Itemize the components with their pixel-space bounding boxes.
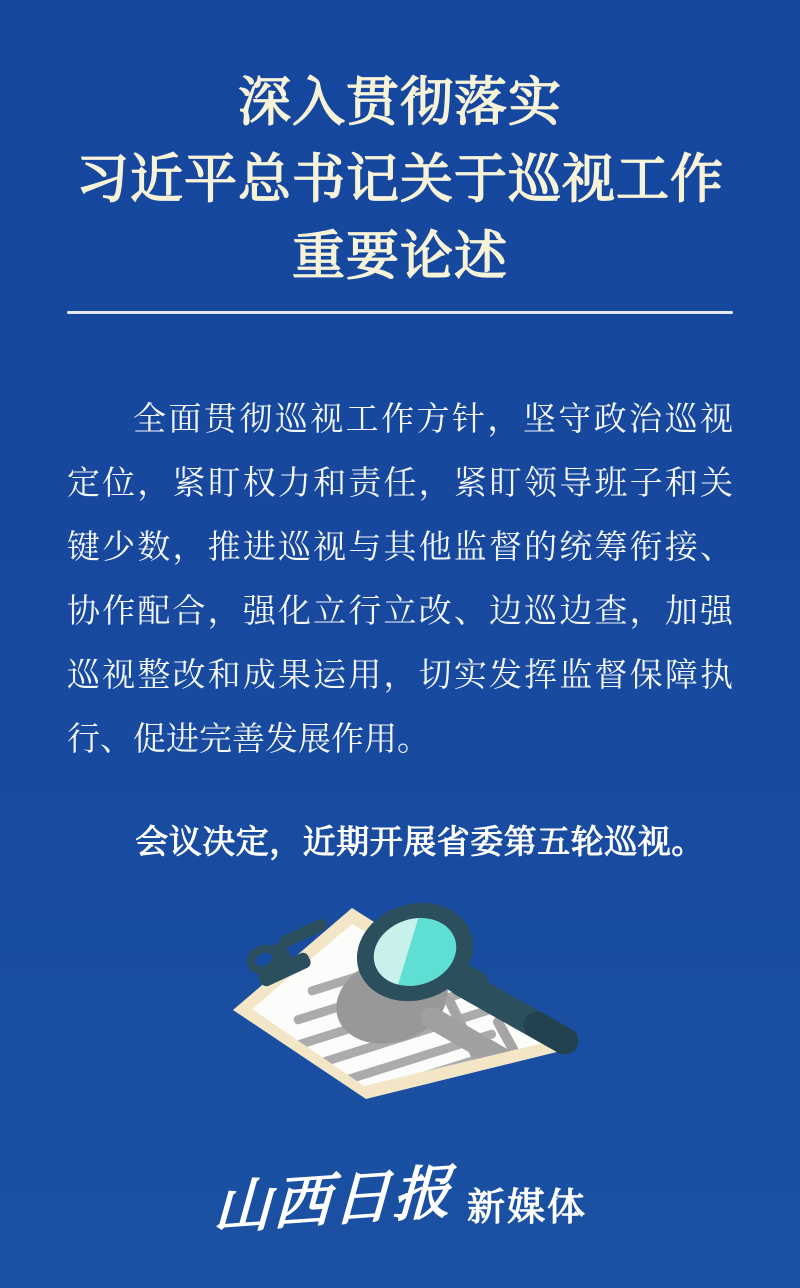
clipboard-magnifier-illustration [215, 875, 595, 1125]
body-line: 全面贯彻巡视工作方针，坚守政治巡视 [133, 400, 733, 437]
title-line-2: 习近平总书记关于巡视工作 [76, 150, 724, 209]
publisher-logo [0, 1150, 800, 1250]
body-line: 协作配合，强化立行立改、边巡边查，加强 [67, 592, 733, 629]
body-line: 巡视整改和成果运用，切实发挥监督保障执 [67, 656, 733, 693]
shanxi-daily-script-logo: 山西日报 [212, 1157, 454, 1243]
poster-title [0, 64, 800, 295]
title-line-1: 深入贯彻落实 [238, 73, 562, 132]
body-line: 定位，紧盯权力和责任，紧盯领导班子和关 [67, 464, 733, 501]
body-line: 键少数，推进巡视与其他监督的统筹衔接、 [67, 528, 733, 565]
emphasis-sentence: 会议决定，近期开展省委第五轮巡视。 [135, 823, 705, 860]
new-media-label: 新媒体 [467, 1186, 588, 1229]
title-line-3: 重要论述 [292, 227, 508, 286]
body-paragraph [67, 387, 733, 771]
divider-line [67, 311, 733, 314]
body-line: 行、促进完善发展作用。 [67, 720, 430, 757]
